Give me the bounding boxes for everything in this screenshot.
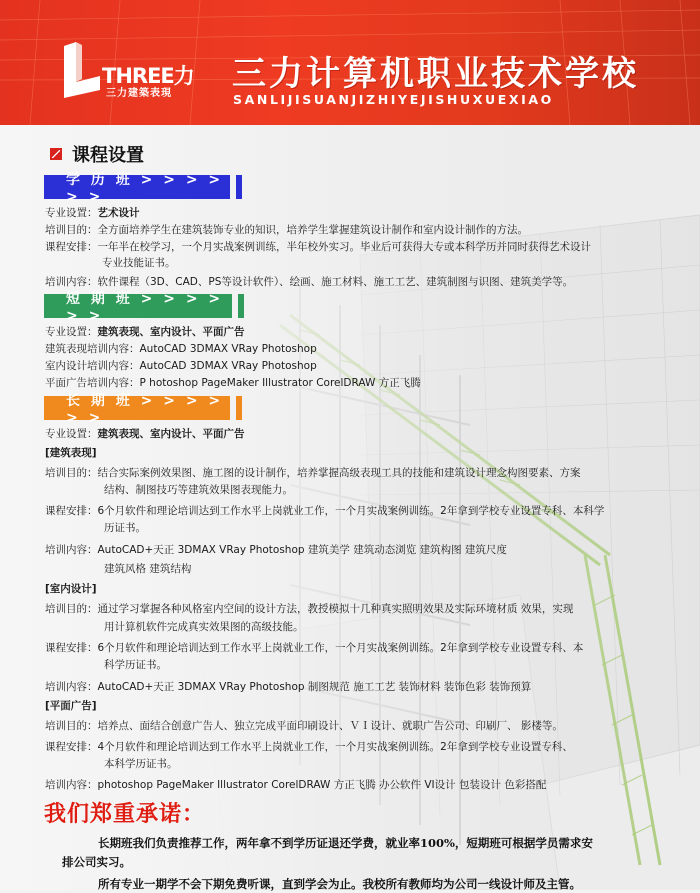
pingmian-plan-cont: 本科学历证书。: [104, 758, 178, 770]
changqi-class-bar: [44, 393, 230, 426]
xueli-content: 培训内容：软件课程（3D、CAD、PS等设计软件）、绘画、施工材料、施工工艺、建筑制图与识图、建筑美学等。: [45, 276, 574, 288]
promise-line-1: 长期班我们负责推荐工作，两年拿不到学历证退还学费，就业率100%，短期班可根据学员需求安: [98, 836, 593, 850]
xueli-plan-cont: 专业技能证书。: [102, 257, 176, 269]
bar-end-cap: [238, 294, 244, 318]
logo-subtext: 三力建築表現: [106, 88, 172, 99]
shinei-content: 培训内容：AutoCAD+天正 3DMAX VRay Photoshop 制图规范 施工工艺 装饰材料 装饰色彩 装饰预算: [45, 681, 532, 693]
changqi-major: 专业设置：建筑表现、室内设计、平面广告: [45, 428, 245, 440]
pingmian-plan: 课程安排：4个月软件和理论培训达到工作水平上岗就业工作，一个月实战案例训练。2年拿到学校专业设置专科、: [45, 741, 573, 753]
xueli-goal: 培训目的：全方面培养学生在建筑装饰专业的知识，培养学生掌握建筑设计制作和室内设计制作的方法。: [45, 224, 528, 236]
school-title: 三力计算机职业技术学校: [232, 54, 639, 94]
jianzhu-goal: 培训目的：结合实际案例效果图、施工图的设计制作，培养掌握高级表现工具的技能和建筑设计理念构图要素、方案: [45, 467, 581, 479]
course-content: [0, 125, 700, 890]
pingmian-content: 培训内容：photoshop PageMaker Illustrator CorelDRAW 方正飞腾 办公软件 VI设计 包装设计 色彩搭配: [45, 779, 547, 791]
duanqi-major: 专业设置：建筑表现、室内设计、平面广告: [45, 326, 245, 338]
changqi-shinei-head: [室内设计]: [45, 583, 97, 595]
xueli-class-bar: [44, 172, 230, 205]
shinei-goal-cont: 用计算机软件完成真实效果图的高级技能。: [104, 621, 304, 633]
bar-end-cap: [236, 175, 242, 199]
shinei-goal: 培训目的：通过学习掌握各种风格室内空间的设计方法，教授模拟十几种真实照明效果及实际环境材质 效果，实现: [45, 603, 574, 615]
logo-l-mark-icon: [58, 42, 106, 102]
duanqi-row-pingmian: 平面广告培训内容：P hotoshop PageMaker Illustrator CorelDRAW 方正飞腾: [45, 377, 421, 389]
header-banner: [0, 0, 700, 125]
logo-text: THREE力: [102, 64, 194, 88]
shinei-plan: 课程安排：6个月软件和理论培训达到工作水平上岗就业工作，一个月实战案例训练。2年拿到学校专业设置专科、本: [45, 642, 584, 654]
xueli-class-label: 学 历 班 > > > > > >: [66, 172, 224, 205]
jianzhu-plan-cont: 历证书。: [104, 522, 146, 534]
shinei-plan-cont: 科学历证书。: [104, 659, 167, 671]
jianzhu-goal-cont: 结构、制图技巧等建筑效果图表现能力。: [104, 484, 293, 496]
xueli-major: 专业设置：艺术设计: [45, 207, 140, 219]
promise-line-2: 排公司实习。: [62, 855, 131, 869]
pingmian-goal: 培训目的：培养点、面结合创意广告人、独立完成平面印刷设计、ＶＩ设计、就职广告公司、印刷厂、 影楼等。: [45, 720, 563, 732]
duanqi-class-label: 短 期 班 > > > > > >: [66, 291, 224, 324]
jianzhu-content-cont: 建筑风格 建筑结构: [104, 563, 192, 575]
xueli-plan: 课程安排：一年半在校学习，一个月实战案例训练，半年校外实习。毕业后可获得大专或本科学历并同时获得艺术设计: [45, 241, 591, 253]
jianzhu-plan: 课程安排：6个月软件和理论培训达到工作水平上岗就业工作，一个月实战案例训练。2年拿到学校专业设置专科、本科学: [45, 505, 605, 517]
duanqi-class-bar: [44, 291, 232, 324]
changqi-class-label: 长 期 班 > > > > > >: [66, 393, 224, 426]
changqi-pingmian-head: [平面广告]: [45, 700, 97, 712]
duanqi-row-shinei: 室内设计培训内容：AutoCAD 3DMAX VRay Photoshop: [45, 360, 317, 372]
changqi-jianzhu-head: [建筑表现]: [45, 447, 97, 459]
section-heading: [50, 141, 144, 167]
section-title: 课程设置: [72, 145, 144, 166]
xueli-major-value: 艺术设计: [97, 207, 140, 219]
school-logo: [58, 42, 208, 102]
school-pinyin: SANLIJISUANJIZHIYEJISHUXUEXIAO: [233, 92, 554, 107]
bar-end-cap: [236, 396, 242, 420]
promise-line-3: 所有专业一期学不会下期免费听课，直到学会为止。我校所有教师均为公司一线设计师及主管。: [98, 877, 581, 891]
jianzhu-content: 培训内容：AutoCAD+天正 3DMAX VRay Photoshop 建筑美学 建筑动态浏览 建筑构图 建筑尺度: [45, 544, 507, 556]
promise-title: 我们郑重承诺：: [44, 802, 206, 827]
duanqi-row-jianzhu: 建筑表现培训内容：AutoCAD 3DMAX VRay Photoshop: [45, 343, 317, 355]
section-marker-icon: [50, 148, 62, 160]
